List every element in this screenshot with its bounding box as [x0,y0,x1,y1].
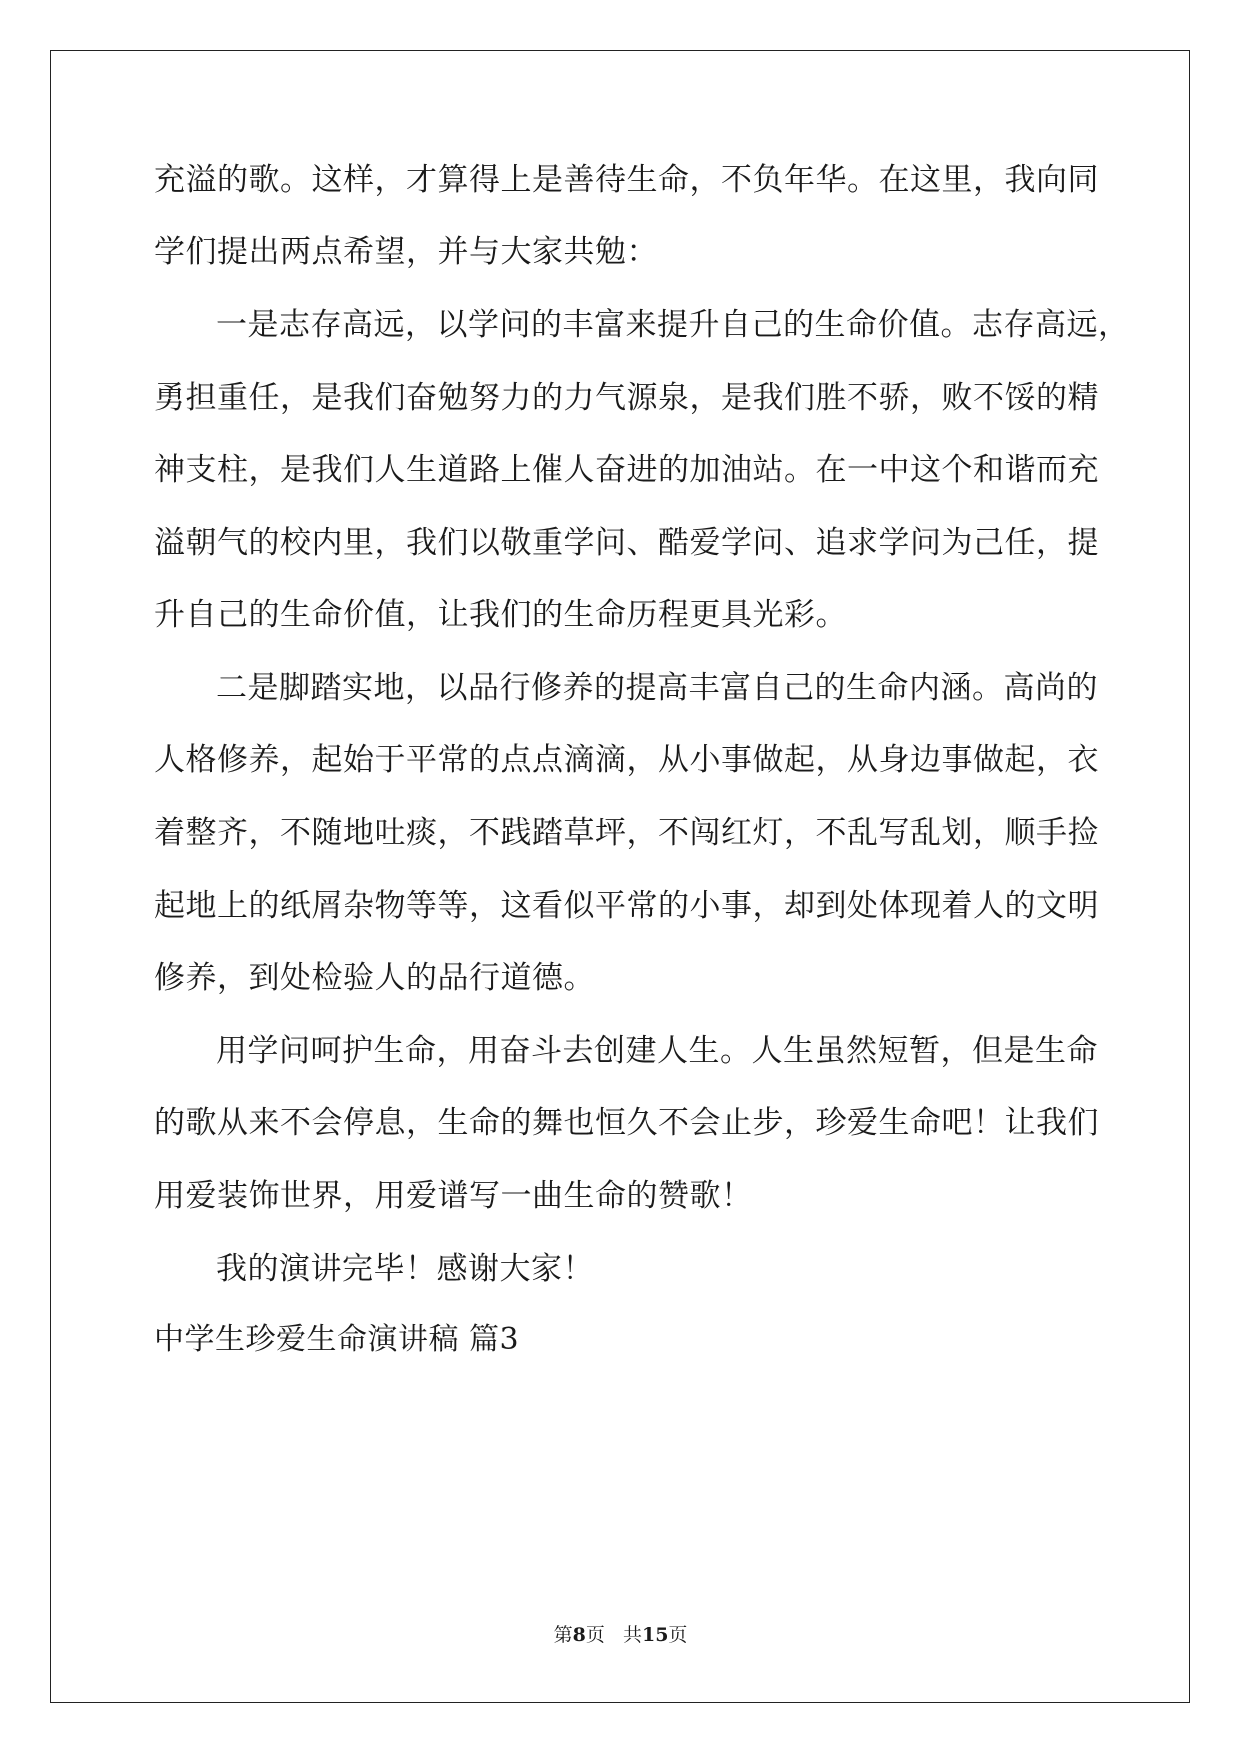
section-heading: 中学生珍爱生命演讲稿 篇3 [154,1322,520,1357]
text-line: 起地上的纸屑杂物等等，这看似平常的小事，却到处体现着人的文明 [154,888,1099,924]
text-line: 勇担重任，是我们奋勉努力的力气源泉，是我们胜不骄，败不馁的精 [154,380,1099,416]
page-footer [0,1620,1241,1647]
total-page-count: 15 [641,1624,669,1646]
text-line: 一是志存高远，以学问的丰富来提升自己的生命价值。志存高远， [216,307,1130,343]
footer-prefix: 第 [553,1624,573,1646]
text-line: 着整齐，不随地吐痰，不践踏草坪，不闯红灯，不乱写乱划，顺手捡 [154,815,1099,851]
footer-total-prefix: 共 [622,1624,642,1646]
page-frame [50,50,1190,1703]
text-line: 用学问呵护生命，用奋斗去创建人生。人生虽然短暂，但是生命 [216,1033,1098,1069]
footer-total-suffix: 页 [668,1624,688,1646]
text-line: 神支柱，是我们人生道路上催人奋进的加油站。在一中这个和谐而充 [154,452,1099,488]
text-line: 学们提出两点希望，并与大家共勉： [154,234,658,270]
text-line: 修养，到处检验人的品行道德。 [154,960,595,996]
text-line: 的歌从来不会停息，生命的舞也恒久不会止步，珍爱生命吧！让我们 [154,1105,1099,1141]
text-line: 二是脚踏实地，以品行修养的提高丰富自己的生命内涵。高尚的 [216,670,1098,706]
text-line: 溢朝气的校内里，我们以敬重学问、酷爱学问、追求学问为己任，提 [154,525,1099,561]
text-line: 人格修养，起始于平常的点点滴滴，从小事做起，从身边事做起，衣 [154,742,1099,778]
text-line: 充溢的歌。这样，才算得上是善待生命，不负年华。在这里，我向同 [154,162,1099,198]
text-line: 升自己的生命价值，让我们的生命历程更具光彩。 [154,597,847,633]
text-line: 我的演讲完毕！感谢大家！ [216,1251,594,1287]
footer-page-suffix: 页 [585,1624,605,1646]
current-page-number: 8 [572,1624,586,1646]
text-line: 用爱装饰世界，用爱谱写一曲生命的赞歌！ [154,1178,753,1214]
